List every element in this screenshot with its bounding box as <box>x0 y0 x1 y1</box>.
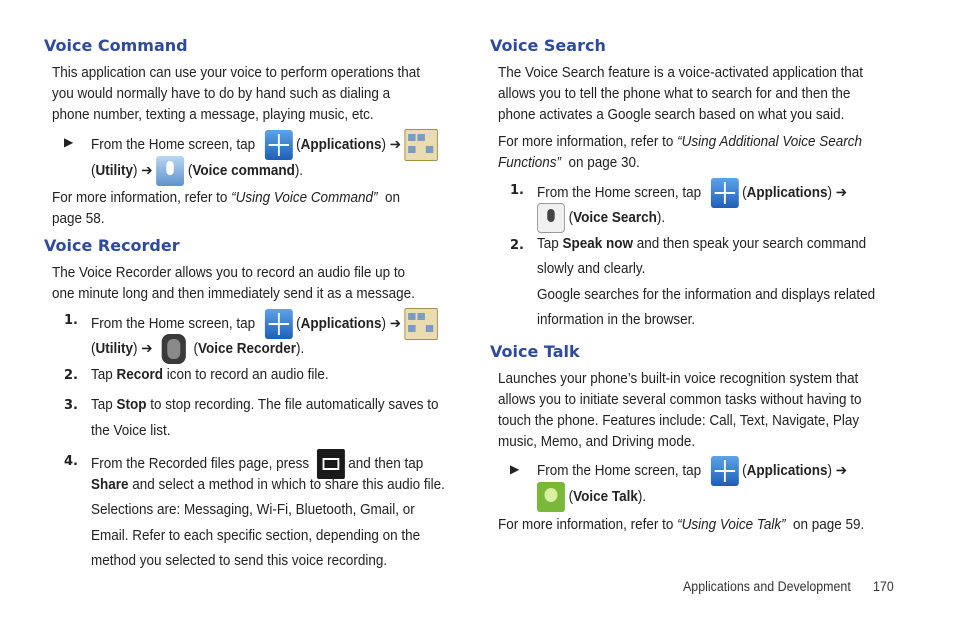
voice-command-ref-page: page 58. <box>52 211 105 227</box>
bullet-icon: ▶ <box>510 462 520 476</box>
heading-voice-recorder: Voice Recorder <box>44 236 180 255</box>
utility-folder-icon[interactable] <box>405 129 438 161</box>
applications-icon[interactable] <box>710 178 738 208</box>
voice-search-step1: From the Home screen, tap (Applications) ➔ <box>537 178 847 200</box>
voice-search-ref-cont: Functions” on page 30. <box>498 155 640 171</box>
footer-section: Applications and Development <box>683 579 851 594</box>
voice-talk-ref: For more information, refer to “Using Voice Talk” on page 59. <box>498 517 865 533</box>
step-number: 2. <box>64 368 78 383</box>
applications-icon[interactable] <box>710 456 738 486</box>
voice-search-step2-note: Google searches for the information and displays related <box>537 287 876 303</box>
step-number: 4. <box>64 454 78 469</box>
voice-recorder-step4: From the Recorded files page, press and then tap <box>91 449 423 471</box>
voice-search-step1-cont: (Voice Search). <box>537 203 665 225</box>
step-number: 1. <box>510 183 524 198</box>
voice-recorder-icon[interactable] <box>162 334 186 364</box>
voice-search-icon[interactable] <box>537 203 565 233</box>
voice-recorder-intro: The Voice Recorder allows you to record an audio file up to one minute long and then immediately send it as a message. <box>52 265 415 302</box>
voice-recorder-step1: From the Home screen, tap (Applications) ➔ <box>91 308 438 330</box>
voice-recorder-step4-line2: Share and select a method in which to share this audio file. <box>91 477 445 493</box>
voice-recorder-step3: Tap Stop to stop recording. The file automatically saves to <box>91 397 439 413</box>
voice-command-step-cont: (Utility) ➔ (Voice command). <box>91 156 303 178</box>
utility-folder-icon[interactable] <box>405 308 438 340</box>
voice-search-step2-note-cont: information in the browser. <box>537 312 696 328</box>
step-number: 2. <box>510 238 524 253</box>
voice-command-icon[interactable] <box>156 156 184 186</box>
voice-talk-icon[interactable] <box>537 482 565 512</box>
step-number: 1. <box>64 313 78 328</box>
heading-voice-search: Voice Search <box>490 36 606 55</box>
voice-talk-intro: Launches your phone’s built-in voice recognition system that allows you to initiate several common tasks without having to touch the phone. Features include: Call, Text, Navigate, Play music, Memo, and Driving mode. <box>498 371 862 450</box>
voice-command-ref: For more information, refer to “Using Voice Command” on <box>52 190 401 206</box>
heading-voice-talk: Voice Talk <box>490 342 580 361</box>
voice-command-intro: This application can use your voice to perform operations that you would normally have to do by hand such as dialing a phone number, texting a message, playing music, etc. <box>52 65 421 123</box>
voice-recorder-step4-line5: method you selected to send this voice recording. <box>91 553 388 569</box>
voice-search-step2-cont: slowly and clearly. <box>537 261 646 277</box>
voice-recorder-step4-line3: Selections are: Messaging, Wi-Fi, Bluetooth, Gmail, or <box>91 502 415 518</box>
bullet-icon: ▶ <box>64 135 74 149</box>
voice-talk-step-cont: (Voice Talk). <box>537 482 646 504</box>
voice-search-ref: For more information, refer to “Using Additional Voice Search <box>498 134 863 150</box>
voice-search-step2: Tap Speak now and then speak your search command <box>537 236 867 252</box>
voice-recorder-step2: Tap Record icon to record an audio file. <box>91 367 329 383</box>
voice-recorder-step1-cont: (Utility) ➔ (Voice Recorder). <box>91 334 304 356</box>
page-number: 170 <box>873 579 894 594</box>
voice-recorder-step3-cont: the Voice list. <box>91 423 171 439</box>
step-number: 3. <box>64 398 78 413</box>
voice-command-step: From the Home screen, tap (Applications) ➔ <box>91 129 438 151</box>
voice-recorder-step4-line4: Email. Refer to each specific section, depending on the <box>91 528 421 544</box>
heading-voice-command: Voice Command <box>44 36 188 55</box>
voice-talk-step: From the Home screen, tap (Applications) ➔ <box>537 456 847 478</box>
voice-search-intro: The Voice Search feature is a voice-activated application that allows you to tell the phone what to search for and then the phone activates a Google search based on what you said. <box>498 65 864 123</box>
